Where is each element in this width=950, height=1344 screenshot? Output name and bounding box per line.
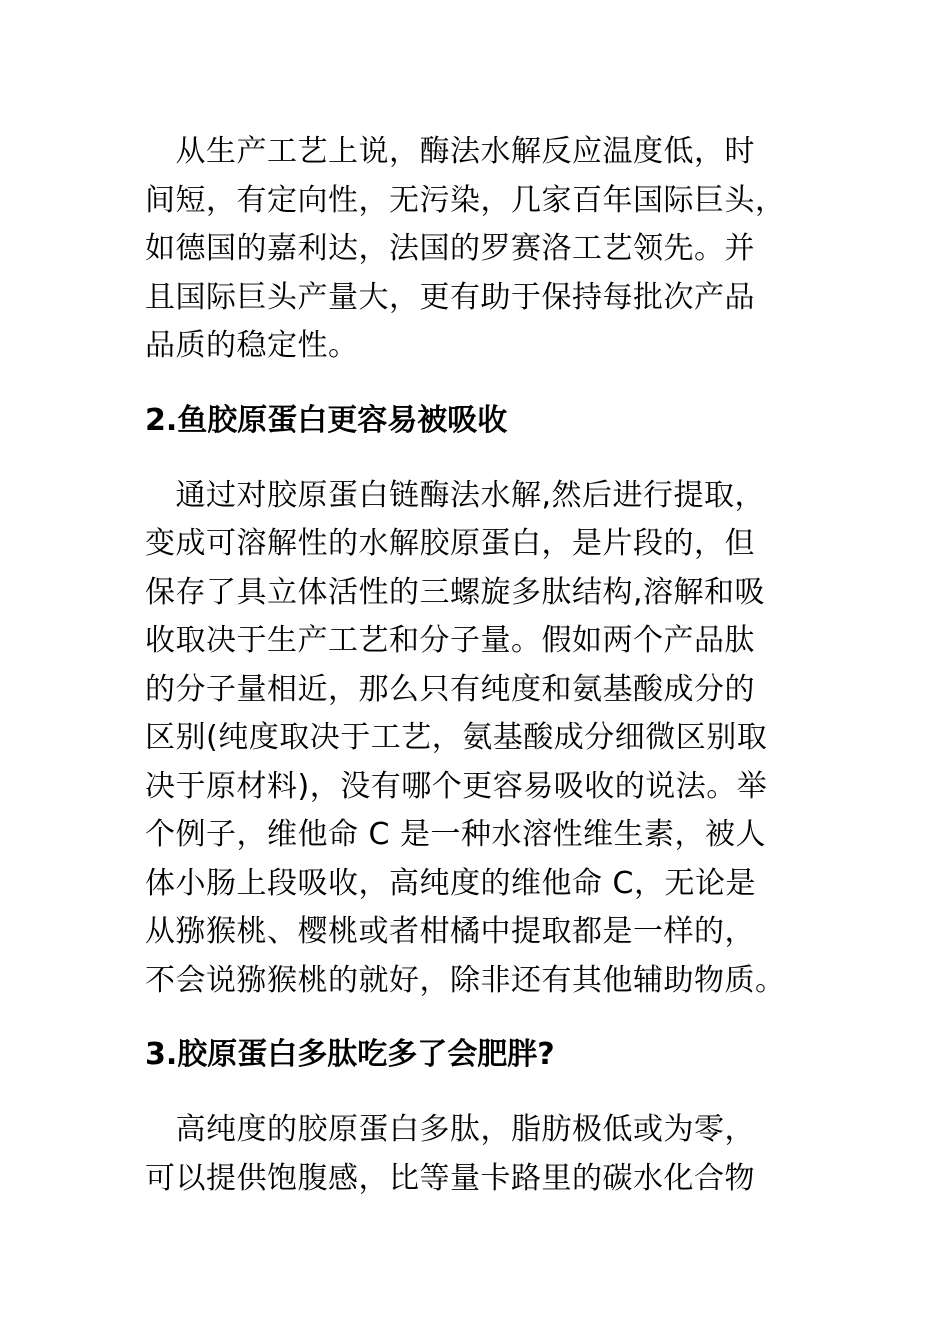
paragraph-line: 的分子量相近，那么只有纯度和氨基酸成分的 <box>145 671 755 707</box>
paragraph-line: 保存了具立体活性的三螺旋多肽结构,溶解和吸 <box>145 574 766 610</box>
paragraph-line: 高纯度的胶原蛋白多肽，脂肪极低或为零， <box>145 1112 755 1147</box>
paragraph-line: 从猕猴桃、樱桃或者柑橘中提取都是一样的， <box>145 914 755 949</box>
paragraph-2 <box>145 472 805 1006</box>
paragraph-line: 区别(纯度取决于工艺，氨基酸成分细微区别取 <box>145 720 768 755</box>
paragraph-line: 且国际巨头产量大，更有助于保持每批次产品 <box>145 279 755 315</box>
paragraph-line: 个例子，维他命 C 是一种水溶性维生素，被人 <box>145 817 767 852</box>
paragraph-line: 决于原材料)，没有哪个更容易吸收的说法。举 <box>145 768 768 804</box>
document-page <box>145 128 805 1203</box>
paragraph-line: 变成可溶解性的水解胶原蛋白，是片段的，但 <box>145 526 755 561</box>
paragraph-line: 如德国的嘉利达，法国的罗赛洛工艺领先。并 <box>145 231 755 266</box>
section-heading-2: 2.鱼胶原蛋白更容易被吸收 <box>145 402 508 438</box>
paragraph-1 <box>145 128 805 371</box>
paragraph-line: 从生产工艺上说，酶法水解反应温度低，时 <box>145 134 755 169</box>
paragraph-line: 不会说猕猴桃的就好，除非还有其他辅助物质。 <box>145 962 786 998</box>
paragraph-line: 间短，有定向性，无污染，几家百年国际巨头， <box>145 182 786 218</box>
paragraph-line: 收取决于生产工艺和分子量。假如两个产品肽 <box>145 623 755 658</box>
paragraph-line: 体小肠上段吸收，高纯度的维他命 C，无论是 <box>145 865 756 901</box>
section-heading-3: 3.胶原蛋白多肽吃多了会肥胖? <box>145 1037 555 1072</box>
paragraph-line: 可以提供饱腹感，比等量卡路里的碳水化合物 <box>145 1160 755 1196</box>
paragraph-line: 品质的稳定性。 <box>145 328 359 363</box>
paragraph-3 <box>145 1106 805 1203</box>
paragraph-line: 通过对胶原蛋白链酶法水解,然后进行提取， <box>145 477 766 513</box>
